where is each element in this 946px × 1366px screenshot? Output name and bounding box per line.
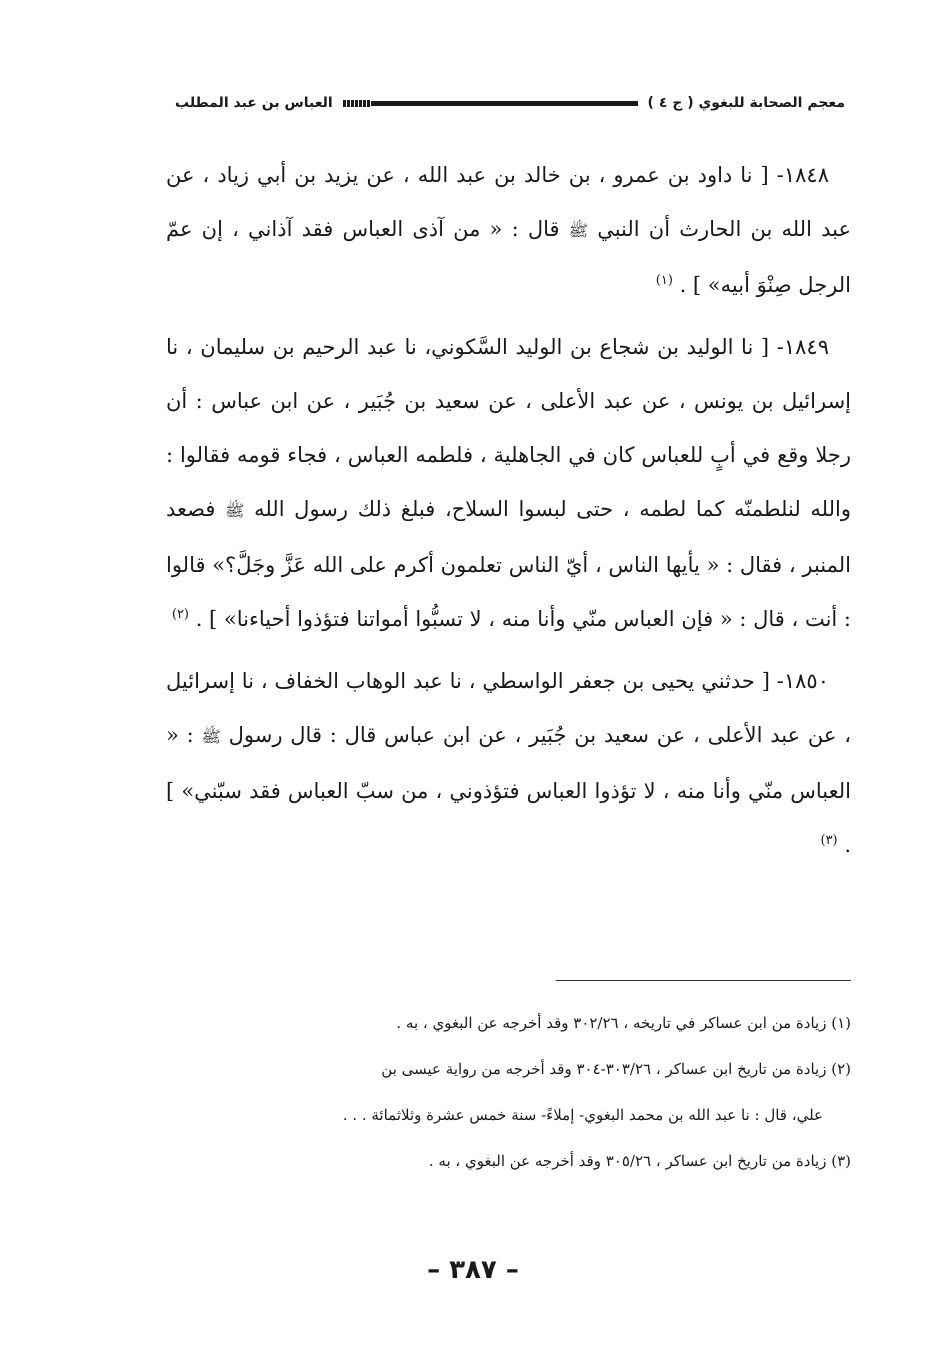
hadith-number: ١٨٤٩-	[776, 335, 829, 359]
footnote-1: (١) زيادة من ابن عساكر في تاريخه ، ٣٠٢/٢٦ وقد أخرجه عن البغوي ، به .	[396, 1014, 851, 1032]
running-header	[175, 88, 845, 118]
footnotes	[166, 1000, 851, 1184]
hadith-number: ١٨٤٨-	[776, 163, 829, 187]
footnote-ref[interactable]: (٣)	[820, 833, 838, 848]
pbuh-glyph: ﷺ	[568, 221, 589, 240]
pbuh-glyph: ﷺ	[225, 501, 245, 520]
footnote-2-continuation: علي، قال : نا عبد الله بن محمد البغوي- إملاءً- سنة خمس عشرة وثلاثمائة . . .	[342, 1106, 823, 1124]
page-number: – ٣٨٧ –	[427, 1255, 519, 1285]
footnote-2: (٢) زيادة من تاريخ ابن عساكر ، ٣٠٣/٢٦-٣٠٤ وقد أخرجه من رواية عيسى بن	[381, 1060, 851, 1078]
hadith-text-continued: : « العباس منّي وأنا منه ، لا تؤذوا العباس فتؤذوني ، من سبّ العباس فقد سبّني» ] .	[166, 723, 851, 857]
hadith-text: [ نا داود بن عمرو ، بن خالد بن عبد الله ، عن يزيد بن أبي زياد ، عن عبد الله بن الحارث أن النبي	[166, 163, 851, 241]
footnote-3: (٣) زيادة من تاريخ ابن عساكر ، ٣٠٥/٢٦ وقد أخرجه عن البغوي ، به .	[428, 1152, 851, 1170]
pbuh-glyph: ﷺ	[201, 727, 221, 746]
header-rule	[343, 101, 638, 106]
hadith-text: [ حدثني يحيى بن جعفر الواسطي ، نا عبد الوهاب الخفاف ، نا إسرائيل ، عن عبد الأعلى ، عن سعيد بن جُبَير ، عن ابن عباس قال : قال رسول	[166, 669, 851, 747]
hadith-text: [ نا الوليد بن شجاع بن الوليد السَّكوني، نا عبد الرحيم بن سليمان ، نا إسرائيل بن يونس ، عن عبد الأعلى ، عن سعيد بن جُبَير ، عن ابن عباس : أن رجلا وقع في أبٍ للعباس كان في الجاهلية ، فلطمه العباس ، فجاء قومه فقالوا : والله لنلطمنّه كما لطمه ، حتى لبسوا السلاح، فبلغ ذلك رسول الله	[166, 335, 851, 521]
hadith-text-continued: فصعد المنبر ، فقال : « يأيها الناس ، أيّ الناس تعلمون أكرم على الله عَزَّ وجَلَّ؟» قالوا : أنت ، قال : « فإن العباس منّي وأنا منه ، لا تسبُّوا أمواتنا فتؤذوا أحياءنا» ] .	[166, 497, 851, 631]
hadith-entry	[166, 148, 851, 312]
hadith-entry	[166, 654, 851, 872]
book-title: معجم الصحابة للبغوي ( ج ٤ )	[647, 95, 845, 111]
main-text	[166, 148, 851, 880]
footnote-ref[interactable]: (١)	[655, 273, 673, 288]
hadith-text-continued: قال : « من آذى العباس فقد آذاني ، إن عمّ الرجل صِنْوَ أبيه» ] .	[166, 217, 851, 297]
footnote-separator	[556, 980, 851, 981]
hadith-entry	[166, 320, 851, 646]
hadith-number: ١٨٥٠-	[776, 669, 829, 693]
footnote-ref[interactable]: (٢)	[171, 607, 189, 622]
section-title: العباس بن عبد المطلب	[175, 95, 333, 111]
